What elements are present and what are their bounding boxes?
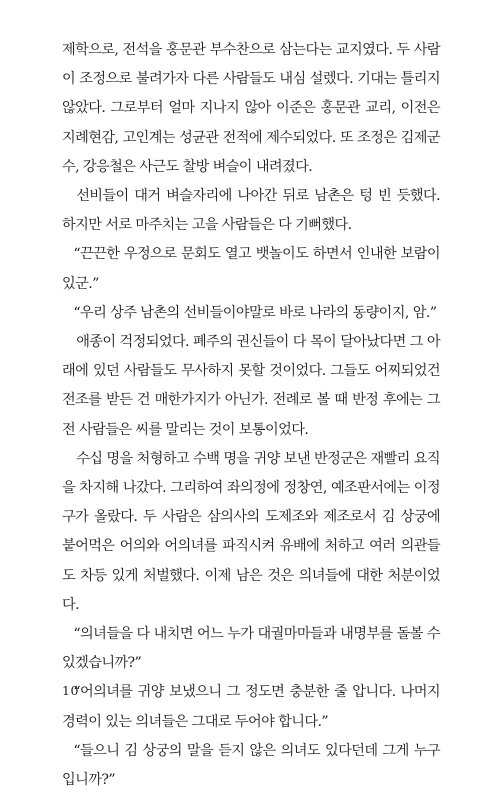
- paragraph-2: 선비들이 대거 벼슬자리에 나아간 뒤로 남촌은 텅 빈 듯했다. 하지만 서로 마주치는 고을 사람들은 다 기뻐했다.: [62, 188, 440, 234]
- dialogue-3: “의녀들을 다 내치면 어느 누가 대궐마마들과 내명부를 돌볼 수 있겠습니까?”: [62, 626, 440, 672]
- page-number: 10: [62, 683, 79, 698]
- paragraph-1: 제학으로, 전석을 홍문관 부수찬으로 삼는다는 교지였다. 두 사람이 조정으로 불려가자 다른 사람들도 내심 설렜다. 기대는 틀리지 않았다. 그로부터 얼마 지나지 않아 이준은 홍문관 교리, 이전은 지례현감, 고인계는 성균관 전적에 제수되었다. 또 조정은 김제군수, 강응철은 사근도 찰방 벼슬이 내려졌다.: [62, 42, 440, 175]
- paragraph-3: 애종이 걱정되었다. 폐주의 권신들이 다 목이 달아났다면 그 아래에 있던 사람들도 무사하지 못할 것이었다. 그들도 어찌되었건 전조를 받든 건 매한가지가 아닌가. 전례로 볼 때 반정 후에는 그 전 사람들은 씨를 말리는 것이 보통이었다.: [62, 334, 440, 438]
- dialogue-2: “우리 상주 남촌의 선비들이야말로 바로 나라의 동량이지, 암.”: [73, 304, 437, 321]
- paragraph-4: 수십 명을 처형하고 수백 명을 귀양 보낸 반정군은 재빨리 요직을 차지해 나갔다. 그리하여 좌의정에 정창연, 예조판서에는 이정구가 올랐다. 두 사람은 삼의사의 도제조와 제조로서 김 상궁에 붙어먹은 어의와 어의녀를 파직시켜 유배에 처하고 여러 의관들도 차등 있게 처벌했다. 이제 남은 것은 의녀들에 대한 처분이었다.: [62, 450, 440, 613]
- body-text: [62, 36, 440, 795]
- dialogue-5: “들으니 김 상궁의 말을 듣지 않은 의녀도 있다던데 그게 누구입니까?”: [62, 742, 440, 789]
- dialogue-4: “어의녀를 귀양 보냈으니 그 정도면 충분한 줄 압니다. 나머지 경력이 있는 의녀들은 그대로 두어야 합니다.”: [62, 684, 440, 730]
- dialogue-1: “끈끈한 우정으로 문회도 열고 뱃놀이도 하면서 인내한 보람이 있군.”: [62, 246, 440, 292]
